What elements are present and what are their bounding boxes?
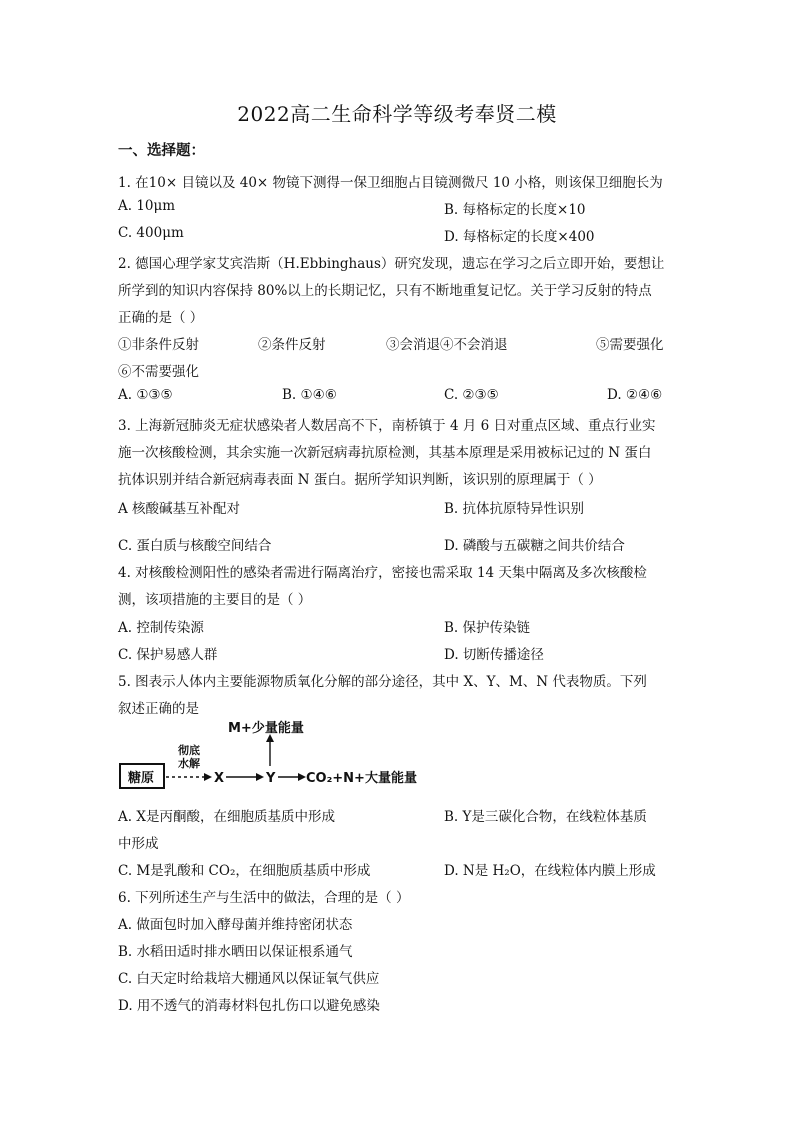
glycogen-label: 糖原 — [128, 771, 155, 786]
q6-option-a: A. 做面包时加入酵母菌并维持密闭状态 — [118, 917, 353, 933]
arrow-head-3 — [298, 773, 306, 781]
q1-option-d: D. 每格标定的长度×400 — [444, 229, 595, 245]
q3-stem-line1: 3. 上海新冠肺炎无症状感染者人数居高不下，南桥镇于 4 月 6 日对重点区域、重点行业实 — [118, 418, 656, 434]
section-heading: 一、选择题： — [118, 143, 205, 159]
q2-choice-5: ⑤需要强化 — [596, 337, 664, 353]
diagram-top-product: M+少量能量 — [228, 721, 304, 736]
metabolism-pathway-diagram — [118, 720, 418, 795]
q5-stem-line2: 叙述正确的是 — [118, 701, 199, 717]
q4-option-d: D. 切断传播途径 — [444, 647, 544, 663]
hydrolysis-label-2: 水解 — [178, 757, 200, 770]
hydrolysis-label-1: 彻底 — [178, 744, 200, 757]
q4-stem-line1: 4. 对核酸检测阳性的感染者需进行隔离治疗，密接也需采取 14 天集中隔离及多次核酸检 — [118, 565, 647, 581]
q3-option-c: C. 蛋白质与核酸空间结合 — [118, 538, 272, 554]
q5-stem-line1: 5. 图表示人体内主要能源物质氧化分解的部分途径，其中 X、Y、M、N 代表物质。下列 — [118, 674, 647, 690]
q6-option-d: D. 用不透气的消毒材料包扎伤口以避免感染 — [118, 998, 380, 1014]
diagram-x: X — [214, 771, 225, 786]
q5-option-b: B. Y是三碳化合物，在线粒体基质 — [444, 809, 647, 825]
q6-option-c: C. 白天定时给栽培大棚通风以保证氧气供应 — [118, 971, 380, 987]
q5-option-d: D. N是 H₂O，在线粒体内膜上形成 — [444, 863, 656, 879]
q5-option-b-cont: 中形成 — [118, 836, 159, 852]
arrow-head-2 — [256, 773, 264, 781]
q2-option-d: D. ②④⑥ — [607, 387, 663, 403]
q2-option-c: C. ②③⑤ — [444, 387, 499, 403]
diagram-y: Y — [266, 771, 276, 786]
q2-option-a: A. ①③⑤ — [118, 387, 173, 403]
q3-stem-line3: 抗体识别并结合新冠病毒表面 N 蛋白。据所学知识判断，该识别的原理属于（ ） — [118, 472, 602, 488]
q4-option-c: C. 保护易感人群 — [118, 647, 218, 663]
q5-option-c: C. M是乳酸和 CO₂，在细胞质基质中形成 — [118, 863, 371, 879]
q5-option-a: A. X是丙酮酸，在细胞质基质中形成 — [118, 809, 335, 825]
q2-stem-line1: 2. 德国心理学家艾宾浩斯（H.Ebbinghaus）研究发现，遗忘在学习之后立即开始，要想让 — [118, 256, 665, 272]
q1-option-c: C. 400μm — [118, 225, 184, 241]
q2-stem-line2: 所学到的知识内容保持 80%以上的长期记忆，只有不断地重复记忆。关于学习反射的特点 — [118, 283, 652, 299]
diagram-right-product: CO₂+N+大量能量 — [306, 771, 417, 786]
q3-option-d: D. 磷酸与五碳糖之间共价结合 — [444, 538, 625, 554]
page-title: 2022高二生命科学等级考奉贤二模 — [237, 102, 557, 126]
q4-option-b: B. 保护传染链 — [444, 620, 531, 636]
arrow-head-1 — [204, 773, 212, 781]
q2-stem-line3: 正确的是（ ） — [118, 310, 204, 326]
q6-option-b: B. 水稻田适时排水晒田以保证根系通气 — [118, 944, 353, 960]
q3-option-a: A 核酸碱基互补配对 — [118, 501, 241, 517]
q2-choice-34: ③会消退④不会消退 — [386, 337, 508, 353]
q4-option-a: A. 控制传染源 — [118, 620, 204, 636]
q2-choice-1: ①非条件反射 — [118, 337, 199, 353]
q2-choice-2: ②条件反射 — [258, 337, 326, 353]
q1-stem: 1. 在10× 目镜以及 40× 物镜下测得一保卫细胞占目镜测微尺 10 小格，则该保卫细胞长为 — [118, 175, 663, 191]
q2-choice-6: ⑥不需要强化 — [118, 364, 199, 380]
q3-stem-line2: 施一次核酸检测，其余实施一次新冠病毒抗原检测，其基本原理是采用被标记过的 N 蛋白 — [118, 445, 652, 461]
q3-option-b: B. 抗体抗原特异性识别 — [444, 501, 585, 517]
q1-option-b: B. 每格标定的长度×10 — [444, 202, 586, 218]
q6-stem: 6. 下列所述生产与生活中的做法，合理的是（ ） — [118, 890, 410, 906]
q2-option-b: B. ①④⑥ — [282, 387, 337, 403]
q4-stem-line2: 测，该项措施的主要目的是（ ） — [118, 592, 312, 608]
q1-option-a: A. 10μm — [118, 198, 176, 214]
